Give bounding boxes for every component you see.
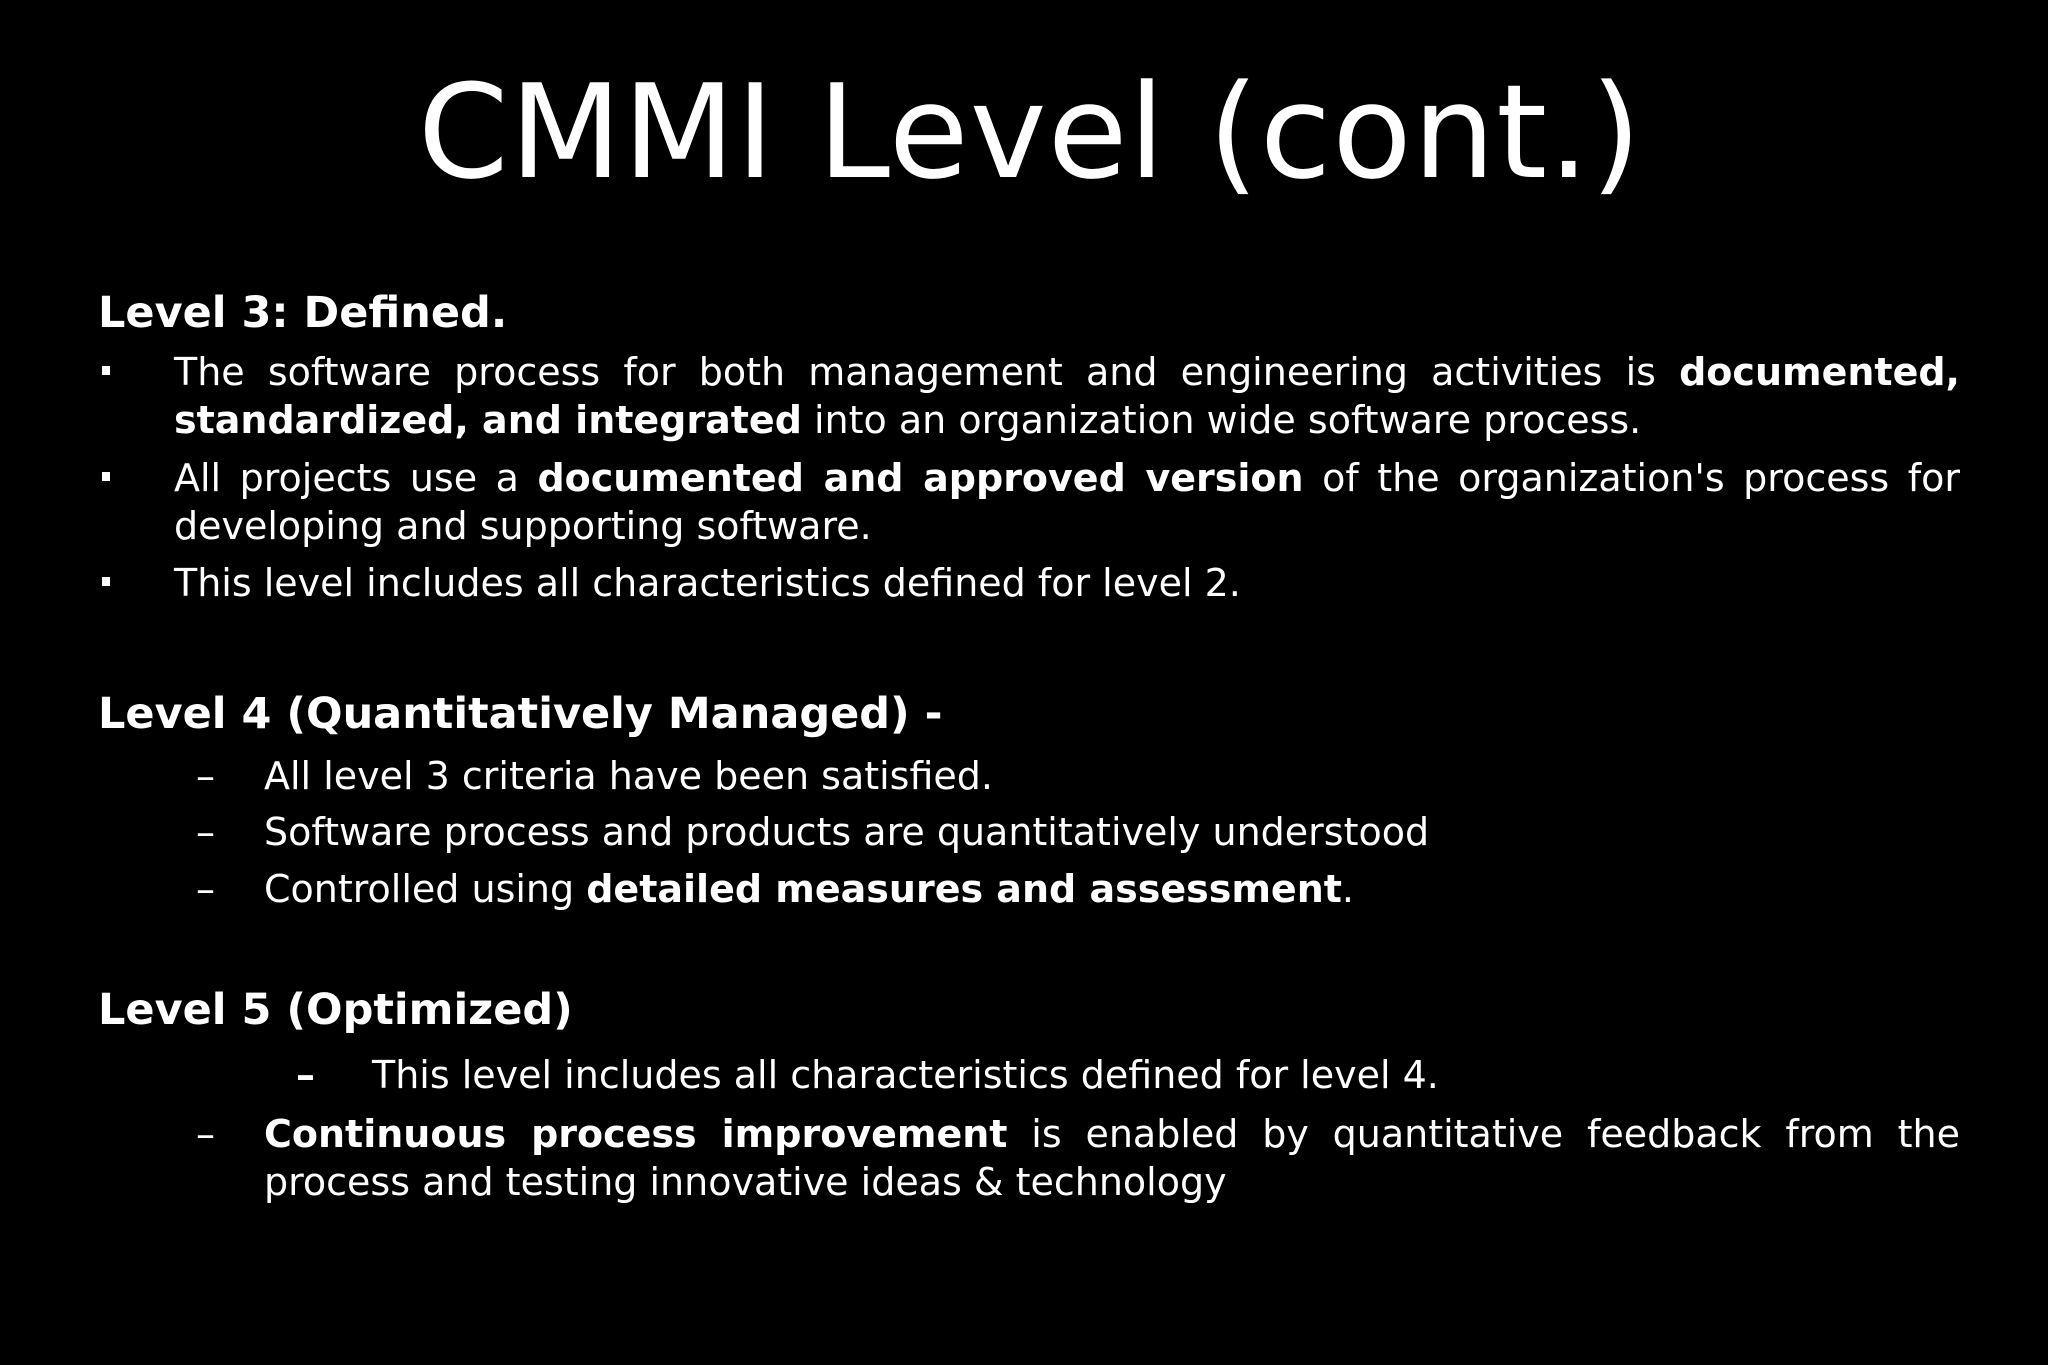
- level-4-item-3: Controlled using detailed measures and assessment.: [264, 867, 1355, 911]
- level-4-heading: Level 4 (Quantitatively Managed) -: [98, 689, 943, 739]
- level-3-bullet-3: This level includes all characteristics defined for level 2.: [174, 561, 1241, 605]
- square-bullet-icon: [102, 577, 110, 586]
- dash-bullet-icon: –: [196, 1112, 215, 1156]
- dash-bullet-icon: –: [196, 810, 215, 854]
- level-5-heading: Level 5 (Optimized): [98, 985, 573, 1035]
- level-3-bullet-2: All projects use a documented and approved version of the organization's process for developing and supporting software.: [174, 456, 1960, 548]
- level-4-item-1: All level 3 criteria have been satisfied.: [264, 754, 993, 798]
- level-3-bullet-1: The software process for both management and engineering activities is documented, standardized, and integrated into an organization wide software process.: [174, 350, 1960, 442]
- level-5-item-1: This level includes all characteristics defined for level 4.: [372, 1053, 1439, 1097]
- dash-bullet-icon: –: [196, 867, 215, 911]
- square-bullet-icon: [102, 472, 110, 481]
- level-3-heading: Level 3: Defined.: [98, 288, 508, 338]
- level-5-item-2: Continuous process improvement is enabled by quantitative feedback from the process and testing innovative ideas & technology: [264, 1112, 1960, 1204]
- dash-bullet-icon: –: [196, 754, 215, 798]
- level-4-item-2: Software process and products are quantitatively understood: [264, 810, 1430, 854]
- square-bullet-icon: [102, 366, 110, 375]
- dash-bullet-icon: –: [296, 1053, 315, 1097]
- slide-title: CMMI Level (cont.): [417, 56, 1643, 208]
